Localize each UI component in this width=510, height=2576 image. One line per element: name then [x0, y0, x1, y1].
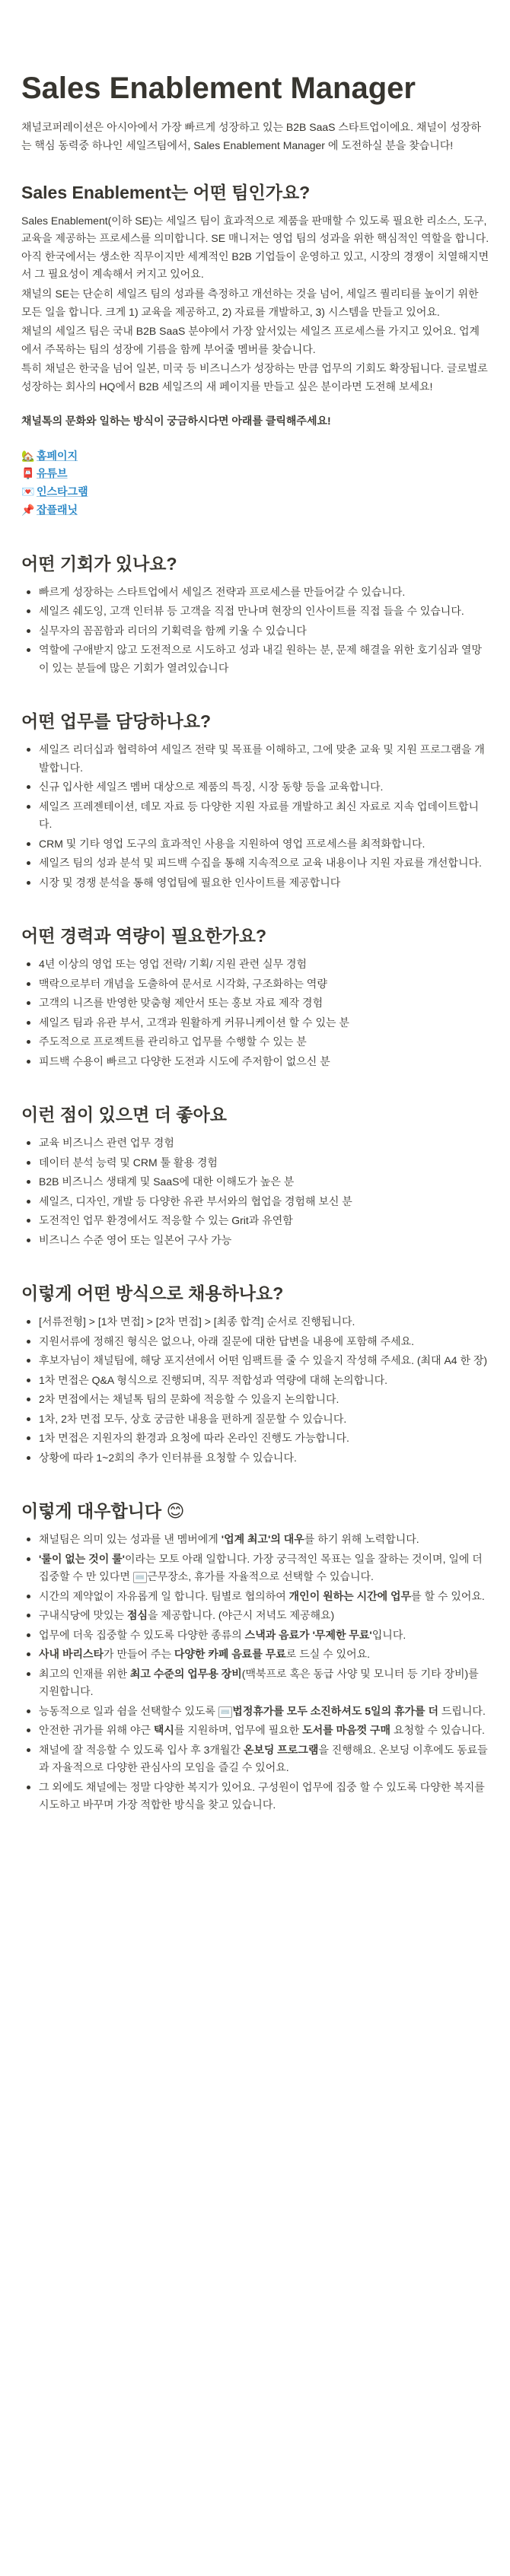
requirements-heading: 어떤 경력과 역량이 필요한가요?	[21, 926, 267, 946]
text-segment: 최고의 인재를 위한	[39, 1667, 130, 1680]
text-segment: 채널팀은 의미 있는 성과를 낸 멤버에게	[39, 1533, 222, 1546]
list-item	[21, 1722, 489, 1740]
bold-text: 최고 수준의 업무용 장비	[129, 1667, 242, 1680]
benefits-list	[21, 1531, 489, 1814]
list-item: 상황에 따라 1~2회의 추가 인터뷰를 요청할 수 있습니다.	[21, 1449, 489, 1468]
list-item: 1차 면접은 Q&A 형식으로 진행되며, 직무 적합성과 역량에 대해 논의합니다.	[21, 1372, 489, 1390]
list-item: 신규 입사한 세일즈 멤버 대상으로 제품의 특징, 시장 동향 등을 교육합니다.	[21, 778, 489, 797]
mailbox-icon: 📮	[21, 467, 35, 480]
benefits-heading: 이렇게 대우합니다 😊	[21, 1501, 185, 1522]
text-segment: 을 진행해요. 온보딩 이후에도 동료들과 자율적으로 다양한 관심사의 모임을 즐길 수 있어요.	[39, 1743, 488, 1774]
list-item: 빠르게 성장하는 스타트업에서 세일즈 전략과 프로세스를 만들어갈 수 있습니다.	[21, 584, 489, 602]
team-paragraph: 채널의 SE는 단순히 세일즈 팀의 성과를 측정하고 개선하는 것을 넘어, 세일즈 퀄리티를 높이기 위한 모든 일을 합니다. 크게 1) 교육을 제공하고, 2) 자료를 개발하고, 3) 시스템을 만들고 있어요.	[21, 287, 479, 318]
duties-section	[21, 711, 489, 892]
page-title: Sales Enablement Manager	[21, 72, 416, 105]
list-item: 시장 및 경쟁 분석을 통해 영업팀에 필요한 인사이트를 제공합니다	[21, 874, 489, 892]
preferred-section	[21, 1104, 489, 1249]
text-segment: 안전한 귀가를 위해 야근	[39, 1724, 154, 1737]
bold-text: 사내 바리스타	[39, 1648, 104, 1661]
jobplanet-link[interactable]: 잡플래닛	[37, 503, 78, 516]
text-segment: 을 제공합니다. (야근시 저녁도 제공해요)	[148, 1609, 335, 1622]
link-row-instagram	[21, 483, 489, 501]
list-item: [서류전형] > [1차 면접] > [2차 면접] > [최종 합격] 순서로 진행됩니다.	[21, 1313, 489, 1331]
list-item	[21, 1588, 489, 1606]
list-item: 맥락으로부터 개념을 도출하여 문서로 시각화, 구조화하는 역량	[21, 975, 489, 994]
text-segment: 드립니다.	[438, 1704, 486, 1717]
requirements-section	[21, 925, 489, 1070]
text-segment: 를 하기 위해 노력합니다.	[304, 1533, 419, 1546]
bold-text: 스낵과 음료가 '무제한 무료'	[244, 1628, 372, 1641]
link-list	[21, 447, 489, 520]
link-row-youtube	[21, 465, 489, 483]
team-paragraph: 특히 채널은 한국을 넘어 일본, 미국 등 비즈니스가 성장하는 만큼 업무의 기회도 확장됩니다. 글로벌로 성장하는 회사의 HQ에서 B2B 세일즈의 새 페이지를 만들고 싶은 분이라면 도전해 보세요!	[21, 362, 488, 393]
bold-text: 도서를 마음껏 구매	[302, 1724, 391, 1737]
link-row-homepage	[21, 447, 489, 466]
bold-text: 개인이 원하는 시간에 업무	[288, 1589, 412, 1602]
instagram-link[interactable]: 인스타그램	[37, 485, 88, 498]
list-item: 세일즈 쉐도잉, 고객 인터뷰 등 고객을 직접 만나며 현장의 인사이트를 직접 들을 수 있습니다.	[21, 603, 489, 621]
list-item: 비즈니스 수준 영어 또는 일본어 구사 가능	[21, 1232, 489, 1250]
opportunity-list	[21, 584, 489, 678]
list-item: 세일즈 팀의 성과 분석 및 피드백 수집을 통해 지속적으로 교육 내용이나 지원 자료를 개선합니다.	[21, 854, 489, 873]
list-item: 세일즈 팀과 유관 부서, 고객과 원활하게 커뮤니케이션 할 수 있는 분	[21, 1014, 489, 1032]
list-item	[21, 1741, 489, 1777]
list-item: 피드백 수용이 빠르고 다양한 도전과 시도에 주저함이 없으신 분	[21, 1053, 489, 1071]
requirements-list	[21, 956, 489, 1070]
youtube-link[interactable]: 유튜브	[37, 467, 68, 480]
link-row-jobplanet	[21, 501, 489, 520]
benefits-section	[21, 1500, 489, 1814]
text-segment: 를 할 수 있어요.	[411, 1589, 485, 1602]
team-section	[21, 182, 489, 520]
duties-list	[21, 741, 489, 892]
culture-cta: 채널톡의 문화와 일하는 방식이 궁금하시다면 아래를 클릭해주세요!	[21, 415, 331, 428]
list-item: 4년 이상의 영업 또는 영업 전략/ 기획/ 지원 관련 실무 경험	[21, 956, 489, 974]
team-paragraph: 채널의 세일즈 팀은 국내 B2B SaaS 분야에서 가장 앞서있는 세일즈 프로세스를 가지고 있어요. 업계에서 주목하는 팀의 성장에 기름을 함께 부어줄 멤버를 찾습니다.	[21, 325, 480, 355]
text-segment: 능동적으로 일과 쉼을 선택할수 있도록	[39, 1704, 218, 1717]
keyboard-icon: ⌨️	[218, 1706, 232, 1718]
text-segment: 입니다.	[371, 1628, 406, 1641]
keyboard-icon: ⌨️	[133, 1572, 147, 1583]
list-item: 역할에 구애받지 않고 도전적으로 시도하고 성과 내길 원하는 분, 문제 해결을 위한 호기심과 열망이 있는 분들에 많은 기회가 열려있습니다	[21, 641, 489, 677]
text-segment: 가 만들어 주는	[104, 1648, 174, 1661]
opportunity-heading: 어떤 기회가 있나요?	[21, 553, 177, 574]
list-item	[21, 1703, 489, 1721]
list-item	[21, 1646, 489, 1664]
text-segment: 그 외에도 채널에는 정말 다양한 복지가 있어요. 구성원이 업무에 집중 할 수 있도록 다양한 복지를 시도하고 바꾸며 가장 적합한 방식을 찾고 있습니다.	[39, 1780, 485, 1811]
list-item	[21, 1779, 489, 1814]
intro-paragraph: 채널코퍼레이션은 아시아에서 가장 빠르게 성장하고 있는 B2B SaaS 스타트업이에요. 채널이 성장하는 핵심 동력중 하나인 세일즈팀에서, Sales Enablement Manager 에 도전하실 분을 찾습니다!	[21, 121, 481, 151]
love-letter-icon: 💌	[21, 485, 35, 498]
list-item: 후보자님이 채널팀에, 해당 포지션에서 어떤 임팩트를 줄 수 있을지 작성해 주세요. (최대 A4 한 장)	[21, 1352, 489, 1370]
homepage-link[interactable]: 홈페이지	[37, 449, 78, 462]
duties-heading: 어떤 업무를 담당하나요?	[21, 711, 212, 732]
list-item	[21, 1665, 489, 1701]
text-segment: 를 지원하며, 업무에 필요한	[174, 1724, 303, 1737]
text-segment: (맥북프로 혹은 동급 사양 및 모니터 등 기타 장비)를 지원합니다.	[39, 1667, 479, 1698]
house-icon: 🏡	[21, 449, 35, 462]
process-heading: 이렇게 어떤 방식으로 채용하나요?	[21, 1283, 284, 1304]
preferred-list	[21, 1134, 489, 1249]
text-segment: 요청할 수 있습니다.	[390, 1724, 485, 1737]
opportunity-section	[21, 553, 489, 677]
team-heading: Sales Enablement는 어떤 팀인가요?	[21, 183, 311, 203]
bold-text: 다양한 카페 음료를 무료	[174, 1648, 286, 1661]
list-item: 1차, 2차 면접 모두, 상호 궁금한 내용을 편하게 질문할 수 있습니다.	[21, 1410, 489, 1429]
text-segment: 업무에 더욱 집중할 수 있도록 다양한 종류의	[39, 1628, 245, 1641]
list-item: 도전적인 업무 환경에서도 적응할 수 있는 Grit과 유연함	[21, 1212, 489, 1230]
text-segment: 시간의 제약없이 자유롭게 일 합니다. 팀별로 협의하여	[39, 1589, 289, 1602]
pushpin-icon: 📌	[21, 503, 35, 516]
process-list	[21, 1313, 489, 1467]
text-segment: 이라는 모토 아래 일합니다. 가장 궁극적인 목표는 일을 잘하는 것이며, 일에 더 집중할 수 만 있다면	[39, 1552, 483, 1583]
bold-text: '룰이 없는 것이 룰'	[39, 1552, 125, 1565]
list-item: 1차 면접은 지원자의 환경과 요청에 따라 온라인 진행도 가능합니다.	[21, 1430, 489, 1448]
list-item: 세일즈 리더십과 협력하여 세일즈 전략 및 목표를 이해하고, 그에 맞춘 교육 및 지원 프로그램을 개발합니다.	[21, 741, 489, 777]
text-segment: 근무장소, 휴가를 자율적으로 선택할 수 있습니다.	[147, 1570, 374, 1583]
list-item: 세일즈, 디자인, 개발 등 다양한 유관 부서와의 협업을 경험해 보신 분	[21, 1193, 489, 1211]
bold-text: 택시	[153, 1724, 174, 1737]
text-segment: 구내식당에 맛있는	[39, 1609, 127, 1622]
bold-text: 점심	[126, 1609, 148, 1622]
list-item: 실무자의 꼼꼼함과 리더의 기획력을 함께 키울 수 있습니다	[21, 622, 489, 641]
list-item: 교육 비즈니스 관련 업무 경험	[21, 1134, 489, 1153]
text-segment: 로 드실 수 있어요.	[285, 1648, 371, 1661]
process-section	[21, 1283, 489, 1467]
list-item: CRM 및 기타 영업 도구의 효과적인 사용을 지원하여 영업 프로세스를 최적화합니다.	[21, 835, 489, 854]
list-item: 고객의 니즈를 반영한 맞춤형 제안서 또는 홍보 자료 제작 경험	[21, 994, 489, 1013]
list-item	[21, 1607, 489, 1625]
bold-text: '업계 최고'의 대우	[221, 1533, 304, 1546]
list-item: 2차 면접에서는 채널톡 팀의 문화에 적응할 수 있을지 논의합니다.	[21, 1391, 489, 1409]
list-item	[21, 1627, 489, 1645]
team-paragraph: Sales Enablement(이하 SE)는 세일즈 팀이 효과적으로 제품을 판매할 수 있도록 필요한 리소스, 도구, 교육을 제공하는 프로세스를 의미합니다. SE 매니저는 영업 팀의 성과을 위한 핵심적인 역할을 합니다. 아직 한국에서는 생소한 직무이지만 세계적인 B2B 기업들이 운영하고 있고, 시장의 경쟁이 치열해지면서 그 필요성이 계속해서 커지고 있어요.	[21, 214, 489, 281]
list-item: 데이터 분석 능력 및 CRM 툴 활용 경험	[21, 1154, 489, 1172]
list-item: 세일즈 프레젠테이션, 데모 자료 등 다양한 지원 자료를 개발하고 최신 자료로 지속 업데이트합니다.	[21, 798, 489, 834]
list-item	[21, 1531, 489, 1549]
list-item	[21, 1550, 489, 1586]
list-item: B2B 비즈니스 생태계 및 SaaS에 대한 이해도가 높은 분	[21, 1173, 489, 1191]
text-segment: 채널에 잘 적응할 수 있도록 입사 후 3개월간	[39, 1743, 244, 1756]
list-item: 지원서류에 정해진 형식은 없으나, 아래 질문에 대한 답변을 내용에 포함해 주세요.	[21, 1333, 489, 1351]
preferred-heading: 이런 점이 있으면 더 좋아요	[21, 1105, 227, 1125]
bold-text: 온보딩 프로그램	[243, 1743, 319, 1756]
list-item: 주도적으로 프로젝트를 관리하고 업무를 수행할 수 있는 분	[21, 1033, 489, 1051]
bold-text: 법정휴가를 모두 소진하셔도 5일의 휴가를 더	[232, 1704, 438, 1717]
